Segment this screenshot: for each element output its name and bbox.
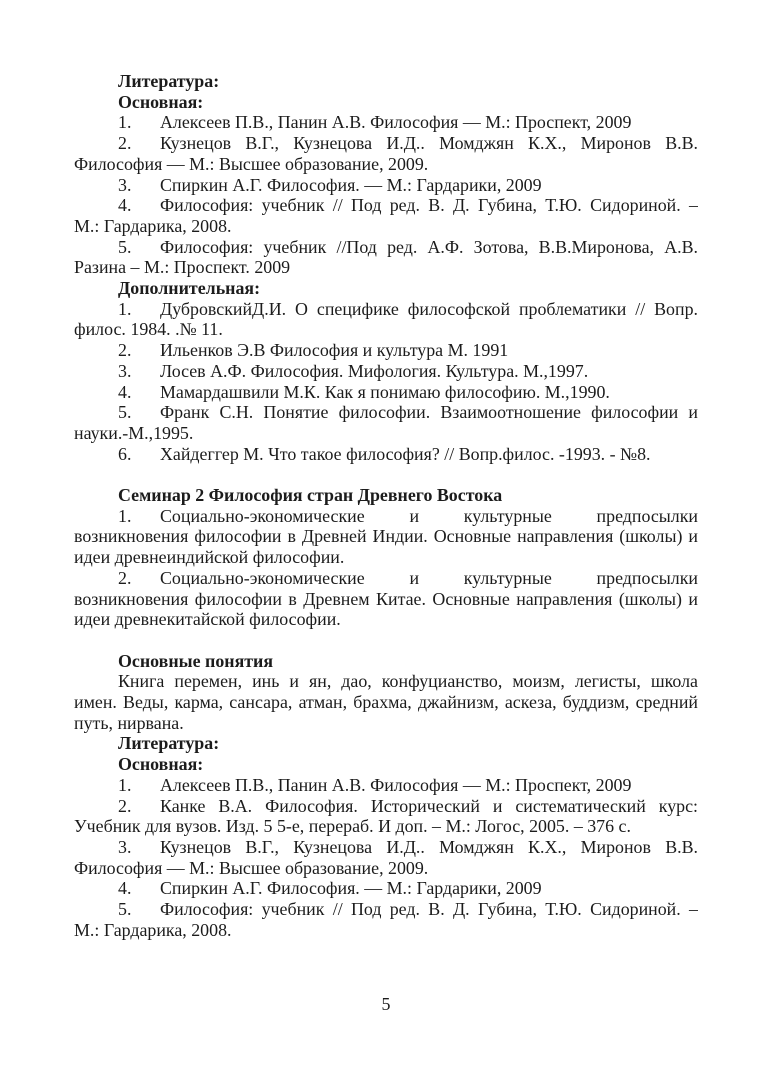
text-run: Учебник для вузов. Изд. 5 5-е, перераб. И доп. – М.: Логос, 2005. – 376 с. — [74, 816, 631, 837]
text-run: идеи древнекитайской философии. — [74, 609, 341, 630]
list-item — [74, 899, 698, 940]
text-line — [74, 237, 698, 258]
text-run: Книга перемен, инь и ян, дао, конфуцианство, моизм, легисты, школа — [118, 671, 698, 692]
text-line — [74, 547, 698, 568]
item-number: 5. — [118, 402, 132, 423]
list-item — [74, 796, 698, 837]
text-run: Литература: — [118, 71, 220, 91]
text-line — [74, 402, 698, 423]
text-line — [74, 154, 698, 175]
text-line — [74, 899, 698, 920]
list-item — [74, 299, 698, 340]
list-item — [74, 175, 698, 196]
text-line — [74, 319, 698, 340]
text-run: Мамардашвили М.К. Как я понимаю философию. М.,1990. — [160, 381, 610, 402]
text-run: Ильенков Э.В Философия и культура М. 1991 — [160, 340, 509, 361]
paragraph — [74, 671, 698, 733]
item-number: 5. — [118, 899, 132, 920]
item-number: 5. — [118, 236, 132, 257]
text-run: Социально-экономические и культурные предпосылки — [160, 567, 698, 588]
text-line — [74, 568, 698, 589]
text-run: Франк С.Н. Понятие философии. Взаимоотношение философии и — [160, 402, 698, 423]
list-item — [74, 878, 698, 899]
text-line — [74, 920, 698, 941]
item-number: 6. — [118, 443, 132, 464]
text-line — [74, 754, 698, 775]
text-line — [74, 195, 698, 216]
text-line — [74, 257, 698, 278]
text-run: путь, нирвана. — [74, 712, 184, 733]
item-number: 1. — [118, 774, 132, 795]
text-line — [74, 816, 698, 837]
text-run: Социально-экономические и культурные предпосылки — [160, 505, 698, 526]
item-number: 4. — [118, 878, 132, 899]
text-run: Разина – М.: Проспект. 2009 — [74, 257, 291, 278]
text-run: ДубровскийД.И. О специфике философской проблематики // Вопр. — [160, 298, 698, 319]
text-run: Философия: учебник // Под ред. В. Д. Губина, Т.Ю. Сидориной. – — [160, 899, 698, 920]
text-line — [74, 671, 698, 692]
text-line — [74, 837, 698, 858]
text-line — [74, 878, 698, 899]
text-line — [74, 361, 698, 382]
text-run: идеи древнеиндийской философии. — [74, 547, 345, 568]
text-run: возникновения философии в Древней Индии. Основные направления (школы) и — [74, 526, 698, 547]
item-number: 2. — [118, 340, 132, 361]
list-item — [74, 568, 698, 630]
list-item — [74, 361, 698, 382]
list-item — [74, 444, 698, 465]
text-line — [74, 175, 698, 196]
section-heading — [74, 651, 698, 672]
blank-line — [74, 464, 698, 485]
text-run: Литература: — [118, 733, 220, 754]
text-run: Хайдеггер М. Что такое философия? // Вопр.филос. -1993. - №8. — [160, 443, 651, 464]
text-run: М.: Гардарика, 2008. — [74, 919, 232, 940]
text-line — [74, 444, 698, 465]
text-run: Кузнецов В.Г., Кузнецова И.Д.. Момджян К.Х., Миронов В.В. — [160, 836, 698, 857]
text-line — [74, 299, 698, 320]
item-number: 1. — [118, 112, 132, 133]
section-heading — [74, 278, 698, 299]
text-line — [74, 278, 698, 299]
text-run: Философия: учебник //Под ред. А.Ф. Зотова, В.В.Миронова, А.В. — [160, 236, 698, 257]
text-run: Семинар 2 Философия стран Древнего Востока — [118, 485, 503, 506]
text-line — [74, 340, 698, 361]
text-line — [74, 112, 698, 133]
text-run: Канке В.А. Философия. Исторический и систематический курс: — [160, 795, 698, 816]
list-item — [74, 133, 698, 174]
item-number: 1. — [118, 298, 132, 319]
section-heading — [74, 71, 698, 92]
item-number: 2. — [118, 795, 132, 816]
text-line — [74, 692, 698, 713]
text-run: Философия: учебник // Под ред. В. Д. Губина, Т.Ю. Сидориной. – — [160, 195, 698, 216]
text-line — [74, 589, 698, 610]
section-heading — [74, 754, 698, 775]
text-line — [74, 858, 698, 879]
item-number: 4. — [118, 381, 132, 402]
section-heading — [74, 733, 698, 754]
text-line — [74, 713, 698, 734]
item-number: 2. — [118, 133, 132, 154]
text-line — [74, 651, 698, 672]
text-run: филос. 1984. .№ 11. — [74, 319, 223, 340]
text-run: Основная: — [118, 754, 204, 775]
text-run: науки.-М.,1995. — [74, 422, 194, 443]
text-line — [74, 382, 698, 403]
text-run: возникновения философии в Древнем Китае. Основные направления (школы) и — [74, 588, 698, 609]
list-item — [74, 237, 698, 278]
text-line — [74, 796, 698, 817]
text-line — [74, 92, 698, 113]
list-item — [74, 340, 698, 361]
item-number: 3. — [118, 174, 132, 195]
text-run: Основные понятия — [118, 650, 274, 671]
item-number: 1. — [118, 505, 132, 526]
text-run: Философия — М.: Высшее образование, 2009. — [74, 857, 429, 878]
text-line — [74, 423, 698, 444]
section-heading — [74, 485, 698, 506]
text-run: М.: Гардарика, 2008. — [74, 215, 232, 236]
item-number: 3. — [118, 836, 132, 857]
blank-line — [74, 630, 698, 651]
item-number: 4. — [118, 195, 132, 216]
list-item — [74, 775, 698, 796]
page-number: 5 — [381, 993, 391, 1014]
text-run: имен. Веды, карма, сансара, атман, брахма, джайнизм, аскеза, буддизм, средний — [74, 692, 698, 713]
text-line — [74, 733, 698, 754]
text-run: Алексеев П.В., Панин А.В. Философия — М.: Проспект, 2009 — [160, 112, 632, 133]
text-run: Спиркин А.Г. Философия. — М.: Гардарики, 2009 — [160, 174, 542, 195]
text-run: Основная: — [118, 91, 204, 112]
text-line — [74, 775, 698, 796]
document-body — [74, 71, 698, 941]
text-run: Философия — М.: Высшее образование, 2009. — [74, 153, 429, 174]
list-item — [74, 402, 698, 443]
text-line — [74, 506, 698, 527]
text-line — [74, 216, 698, 237]
text-run: Спиркин А.Г. Философия. — М.: Гардарики, 2009 — [160, 878, 542, 899]
text-line — [74, 71, 698, 92]
list-item — [74, 112, 698, 133]
text-run: Алексеев П.В., Панин А.В. Философия — М.: Проспект, 2009 — [160, 774, 632, 795]
section-heading — [74, 92, 698, 113]
list-item — [74, 382, 698, 403]
list-item — [74, 506, 698, 568]
text-line — [74, 609, 698, 630]
text-run: Кузнецов В.Г., Кузнецова И.Д.. Момджян К.Х., Миронов В.В. — [160, 133, 698, 154]
text-line — [74, 485, 698, 506]
text-run: Дополнительная: — [118, 278, 261, 299]
list-item — [74, 837, 698, 878]
text-run: Лосев А.Ф. Философия. Мифология. Культура. М.,1997. — [160, 360, 589, 381]
text-line — [74, 133, 698, 154]
item-number: 3. — [118, 360, 132, 381]
list-item — [74, 195, 698, 236]
item-number: 2. — [118, 567, 132, 588]
text-line — [74, 526, 698, 547]
